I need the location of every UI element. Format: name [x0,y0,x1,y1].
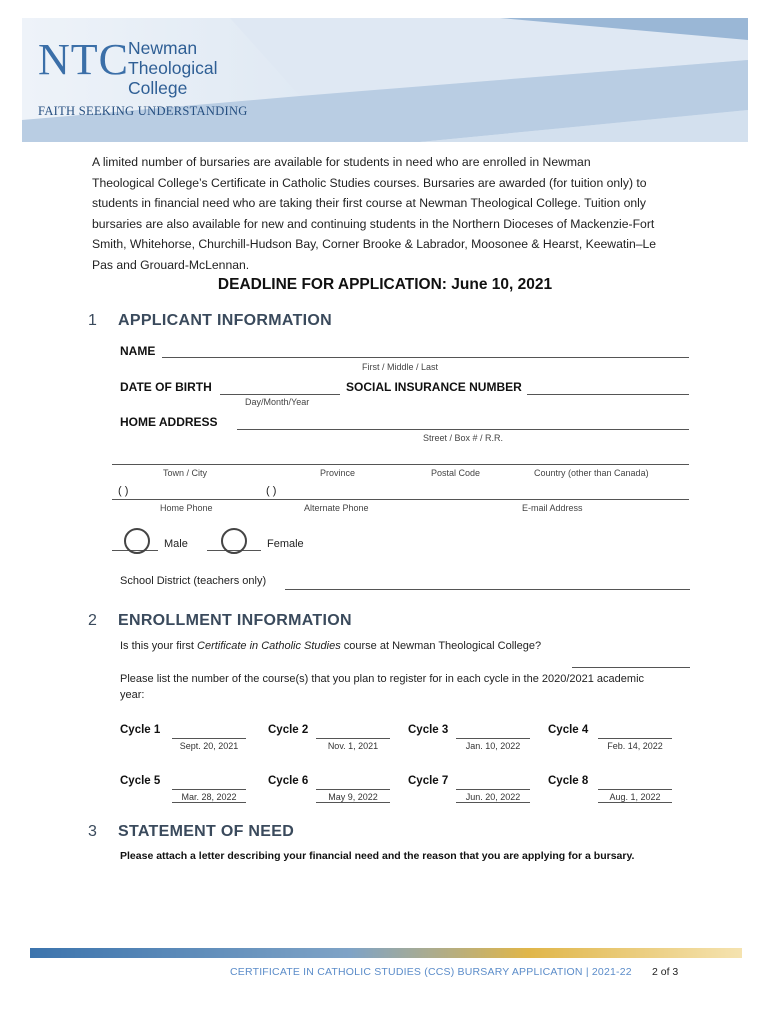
section-2-number: 2 [88,612,97,629]
town-hint: Town / City [163,468,208,478]
cycle-course-field[interactable] [598,789,672,790]
first-course-question: Is this your first Certificate in Catholic Studies course at Newman Theological College? [120,640,542,652]
application-deadline: DEADLINE FOR APPLICATION: June 10, 2021 [217,276,553,293]
dob-hint: Day/Month/Year [245,397,310,407]
city-province-postal-field[interactable] [112,464,689,465]
page-number: 2 of 3 [652,966,679,978]
school-district-label: School District (teachers only) [120,575,267,587]
tagline: FAITH SEEKING UNDERSTANDING [38,104,248,118]
dob-field[interactable] [220,394,340,395]
home-phone-hint: Home Phone [160,503,213,513]
cycle-course-field[interactable] [456,789,530,790]
home-phone-area-code: ( ) [118,485,129,497]
cycle-course-field[interactable] [172,789,246,790]
dob-label: DATE OF BIRTH [120,380,212,394]
sin-field[interactable] [527,394,689,395]
cycle-date: Jun. 20, 2022 [456,792,530,803]
male-label: Male [164,538,188,550]
cycle-date: Sept. 20, 2021 [179,741,239,751]
cycle-label: Cycle 2 [268,724,309,736]
college-logo-letters: NTC [38,35,129,84]
cycle-label: Cycle 7 [408,775,449,787]
cycle-course-field[interactable] [172,738,246,739]
school-district-field[interactable] [285,589,690,590]
sin-label: SOCIAL INSURANCE NUMBER [346,380,522,394]
section-1-number: 1 [88,312,97,329]
cycle-date: Nov. 1, 2021 [327,741,379,751]
section-1-title: APPLICANT INFORMATION [118,312,332,329]
home-address-label: HOME ADDRESS [120,415,218,429]
alt-phone-hint: Alternate Phone [304,503,369,513]
cycle-course-field[interactable] [316,738,390,739]
intro-paragraph: A limited number of bursaries are available for students in need who are enrolled in Newman Theological College’s Certificate in Catholic Studies courses. Bursaries are awarded (for tuition only) to students in financial need who are taking their first course at Newman Theological College. Tuition only bursaries are also available for new and continuing students in the Northern Dioceses of Mackenzie-Fort Smith, Whitehorse, Churchill-Hudson Bay, Corner Brooke & Labrador, Moosonee & Hearst, Keewatin–Le Pas and Grouard-McLennan. [92,155,657,272]
street-field[interactable] [237,429,689,430]
female-radio[interactable] [221,528,247,554]
cycle-label: Cycle 5 [120,775,161,787]
cycle-label: Cycle 8 [548,775,589,787]
province-hint: Province [320,468,356,478]
cycle-date: Feb. 14, 2022 [607,741,663,751]
cycle-course-field[interactable] [598,738,672,739]
street-hint: Street / Box # / R.R. [423,433,504,443]
postal-code-hint: Postal Code [431,468,481,478]
footer-gradient-bar [30,948,742,958]
cycle-date: Mar. 28, 2022 [172,792,246,803]
statement-instruction: Please attach a letter describing your financial need and the reason that you are applying for a bursary. [120,850,635,862]
footer-title: CERTIFICATE IN CATHOLIC STUDIES (CCS) BURSARY APPLICATION | 2021-22 [230,966,632,978]
alt-phone-area-code: ( ) [266,485,277,497]
cycle-date: May 9, 2022 [316,792,390,803]
course-count-question: Please list the number of the course(s) that you plan to register for in each cycle in the 2020/2021 academic year: [120,673,645,701]
college-name: Newman Theological College [128,38,218,98]
cycle-date: Aug. 1, 2022 [598,792,672,803]
cycle-label: Cycle 4 [548,724,589,736]
cycle-course-field[interactable] [456,738,530,739]
female-label: Female [267,538,304,550]
phone-email-field[interactable] [112,499,689,500]
name-label: NAME [120,344,156,358]
male-radio[interactable] [124,528,150,554]
email-hint: E-mail Address [522,503,583,513]
first-course-answer-field[interactable] [572,667,690,668]
cycle-label: Cycle 3 [408,724,449,736]
section-3-title: STATEMENT OF NEED [118,823,295,840]
cycle-label: Cycle 6 [268,775,309,787]
cycle-label: Cycle 1 [120,724,161,736]
country-hint: Country (other than Canada) [534,468,649,478]
name-hint: First / Middle / Last [362,362,439,372]
section-3-number: 3 [88,823,97,840]
cycle-date: Jan. 10, 2022 [465,741,521,751]
section-2-title: ENROLLMENT INFORMATION [118,612,352,629]
name-field[interactable] [162,357,689,358]
cycle-course-field[interactable] [316,789,390,790]
